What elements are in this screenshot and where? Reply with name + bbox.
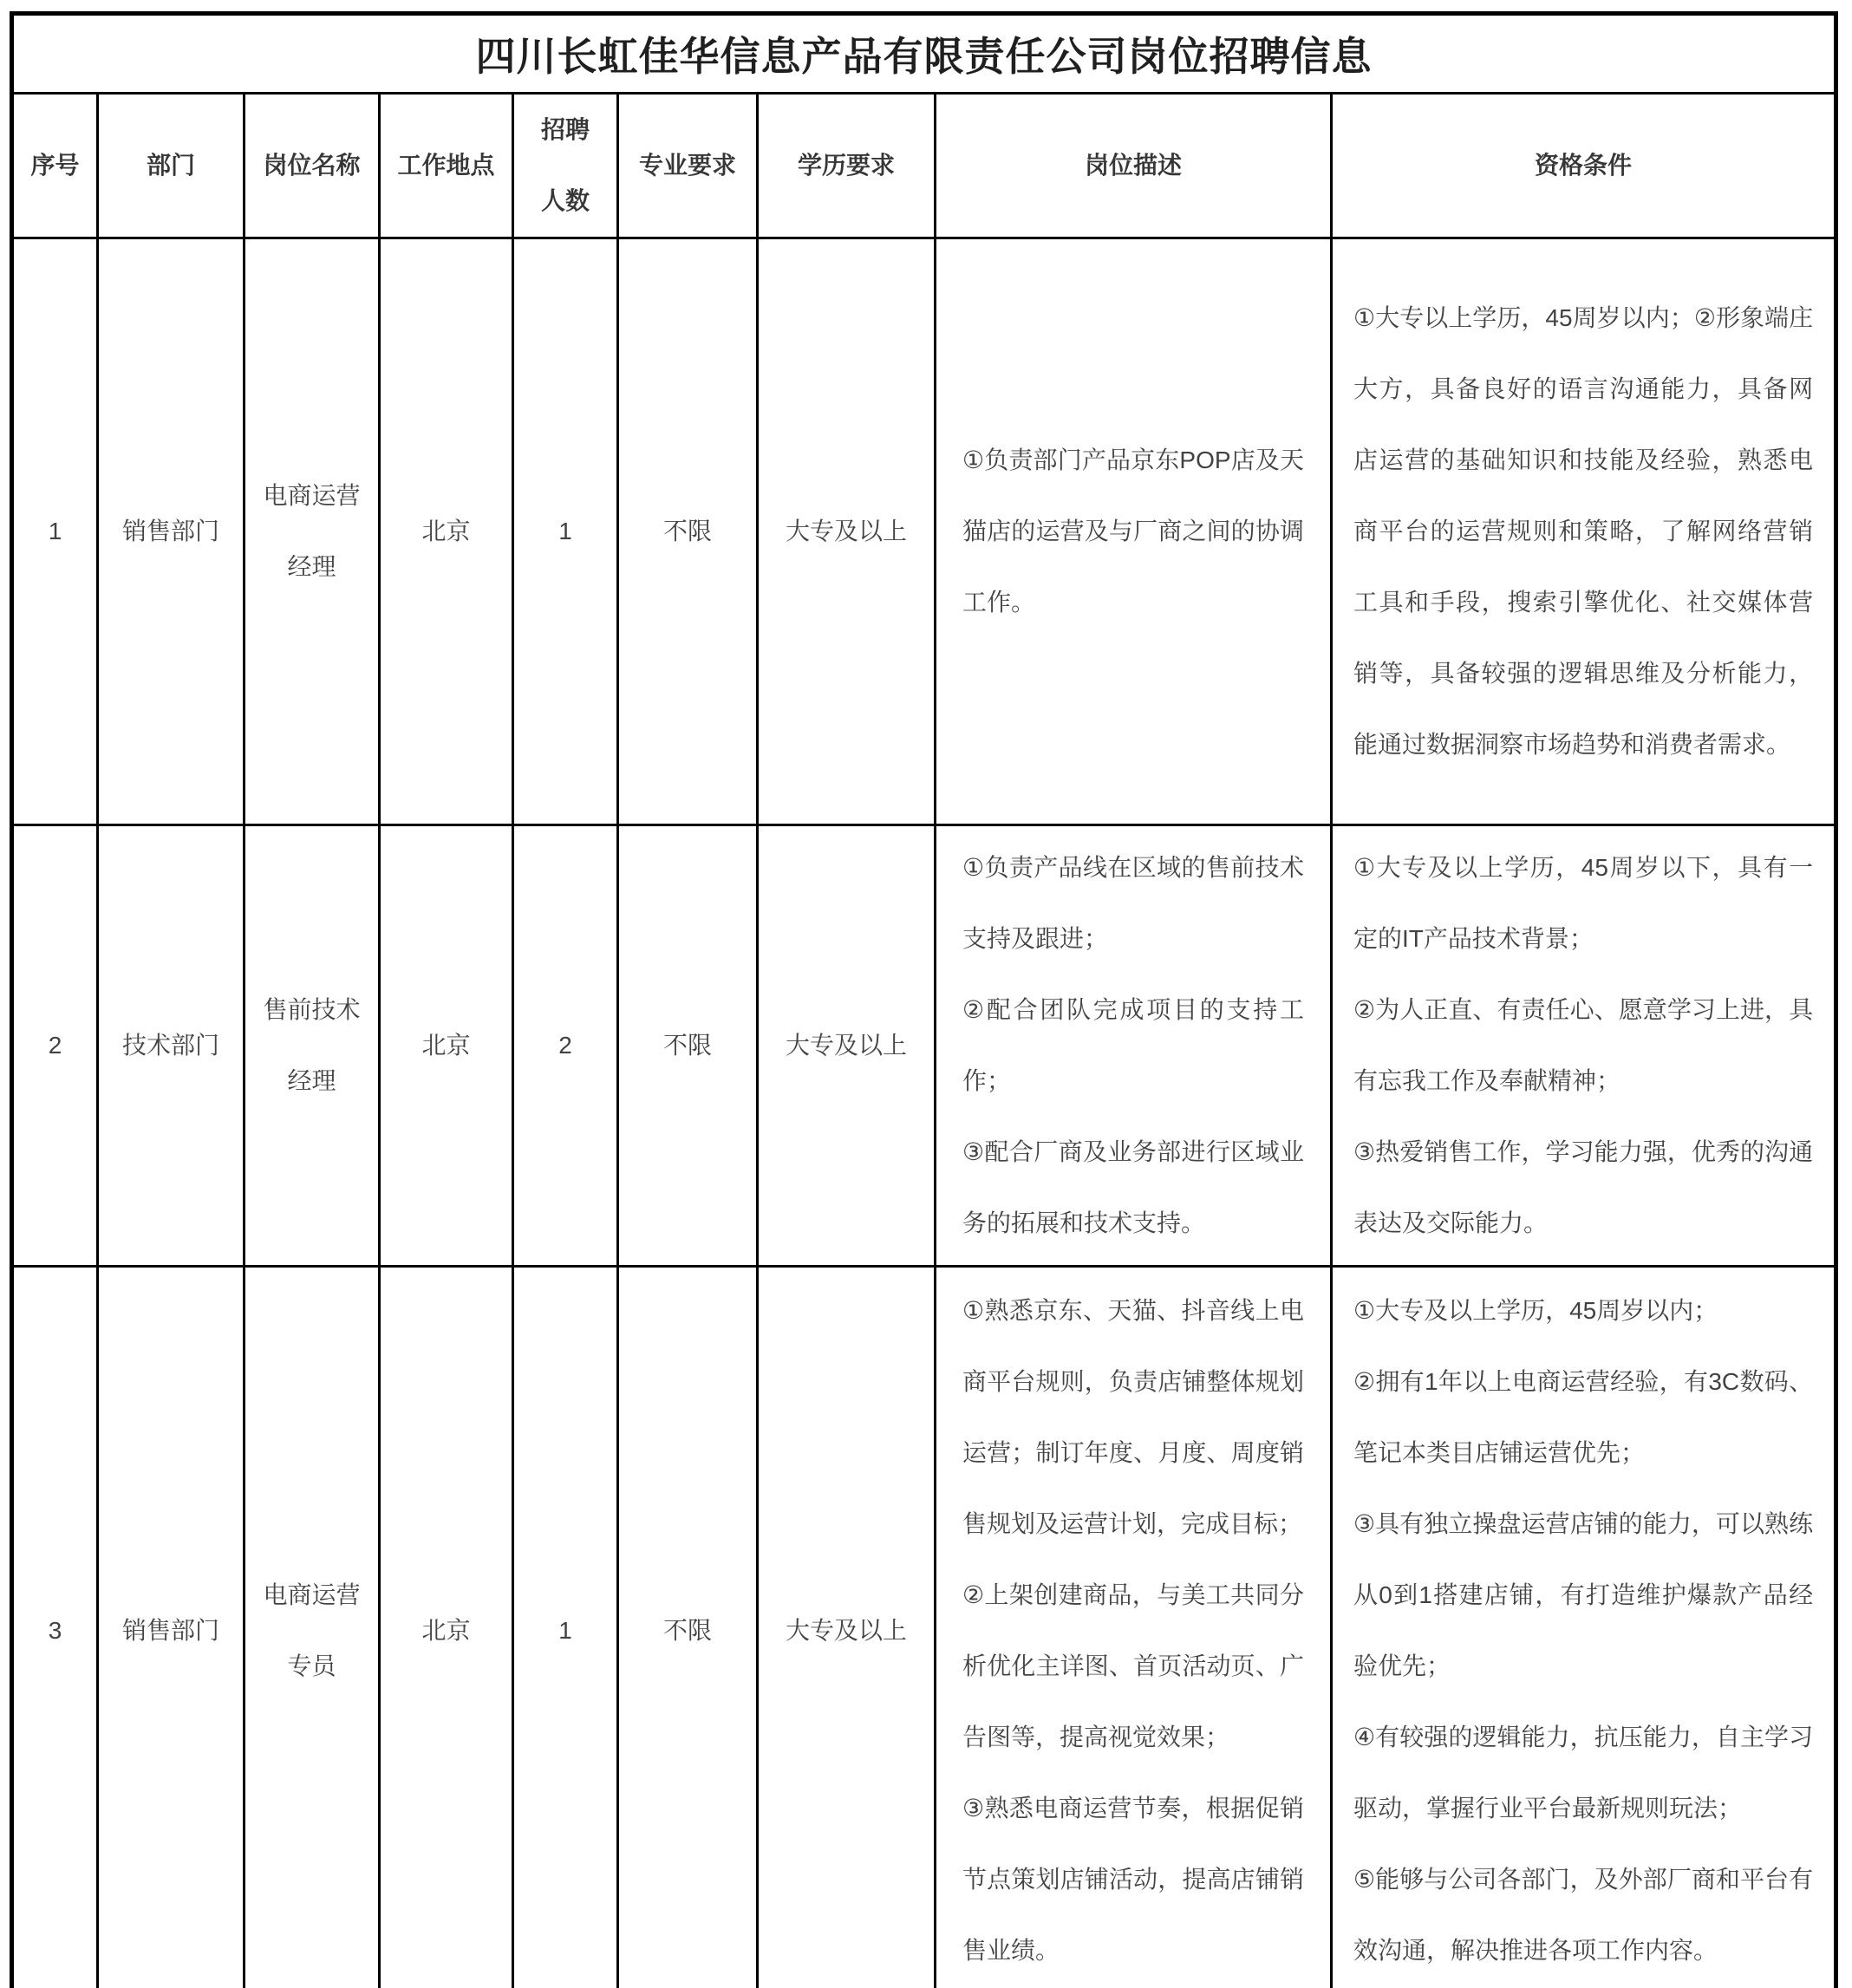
cell-location: 北京 bbox=[380, 1267, 513, 1988]
table-row bbox=[12, 238, 1836, 825]
cell-education: 大专及以上 bbox=[758, 238, 936, 825]
cell-headcount: 1 bbox=[513, 1267, 618, 1988]
cell-major: 不限 bbox=[618, 1267, 758, 1988]
qualification-paragraph: ②为人正直、有责任心、愿意学习上进，具有忘我工作及奉献精神； bbox=[1353, 996, 1814, 1094]
cell-headcount: 1 bbox=[513, 238, 618, 825]
description-paragraph: ①熟悉京东、天猫、抖音线上电商平台规则，负责店铺整体规划运营；制订年度、月度、周度销售规划及运营计划，完成目标； bbox=[962, 1297, 1304, 1537]
qualification-paragraph: ①大专及以上学历，45周岁以内； bbox=[1353, 1297, 1718, 1324]
cell-no: 3 bbox=[12, 1267, 98, 1988]
table-header-row bbox=[12, 94, 1836, 238]
col-header-major: 专业要求 bbox=[618, 94, 758, 238]
table-row bbox=[12, 1267, 1836, 1988]
col-header-education: 学历要求 bbox=[758, 94, 936, 238]
qualification-paragraph: ③热爱销售工作，学习能力强，优秀的沟通表达及交际能力。 bbox=[1353, 1138, 1814, 1236]
cell-department: 销售部门 bbox=[98, 238, 245, 825]
cell-position: 售前技术经理 bbox=[245, 825, 380, 1267]
cell-major: 不限 bbox=[618, 825, 758, 1267]
cell-department: 销售部门 bbox=[98, 1267, 245, 1988]
recruitment-table bbox=[10, 11, 1838, 1988]
description-paragraph: ②配合团队完成项目的支持工作； bbox=[962, 996, 1304, 1094]
col-header-description: 岗位描述 bbox=[936, 94, 1332, 238]
qualification-paragraph: ⑤能够与公司各部门，及外部厂商和平台有效沟通，解决推进各项工作内容。 bbox=[1353, 1866, 1814, 1964]
col-header-no: 序号 bbox=[12, 94, 98, 238]
description-paragraph: ③配合厂商及业务部进行区域业务的拓展和技术支持。 bbox=[962, 1138, 1304, 1236]
cell-location: 北京 bbox=[380, 825, 513, 1267]
cell-headcount: 2 bbox=[513, 825, 618, 1267]
description-paragraph: ③熟悉电商运营节奏，根据促销节点策划店铺活动，提高店铺销售业绩。 bbox=[962, 1795, 1304, 1964]
qualification-paragraph: ①大专及以上学历，45周岁以下，具有一定的IT产品技术背景； bbox=[1353, 854, 1814, 952]
qualification-paragraph: ②拥有1年以上电商运营经验，有3C数码、笔记本类目店铺运营优先； bbox=[1353, 1368, 1814, 1466]
cell-no: 1 bbox=[12, 238, 98, 825]
cell-education: 大专及以上 bbox=[758, 825, 936, 1267]
col-header-headcount: 招聘人数 bbox=[513, 94, 618, 238]
cell-qualifications bbox=[1332, 1267, 1836, 1988]
table-row bbox=[12, 825, 1836, 1267]
col-header-department: 部门 bbox=[98, 94, 245, 238]
cell-major: 不限 bbox=[618, 238, 758, 825]
col-header-qualifications: 资格条件 bbox=[1332, 94, 1836, 238]
qualification-paragraph: ③具有独立操盘运营店铺的能力，可以熟练从0到1搭建店铺，有打造维护爆款产品经验优先； bbox=[1353, 1510, 1814, 1679]
cell-no: 2 bbox=[12, 825, 98, 1267]
description-paragraph: ②上架创建商品，与美工共同分析优化主详图、首页活动页、广告图等，提高视觉效果； bbox=[962, 1581, 1304, 1750]
cell-description bbox=[936, 238, 1332, 825]
cell-description bbox=[936, 1267, 1332, 1988]
cell-qualifications bbox=[1332, 825, 1836, 1267]
cell-position: 电商运营专员 bbox=[245, 1267, 380, 1988]
cell-education: 大专及以上 bbox=[758, 1267, 936, 1988]
cell-position: 电商运营经理 bbox=[245, 238, 380, 825]
description-paragraph: ①负责部门产品京东POP店及天猫店的运营及与厂商之间的协调工作。 bbox=[962, 446, 1304, 616]
cell-qualifications bbox=[1332, 238, 1836, 825]
qualification-paragraph: ①大专以上学历，45周岁以内；②形象端庄大方，具备良好的语言沟通能力，具备网店运营的基础知识和技能及经验，熟悉电商平台的运营规则和策略，了解网络营销工具和手段，搜索引擎优化、社交媒体营销等，具备较强的逻辑思维及分析能力，能通过数据洞察市场趋势和消费者需求。 bbox=[1353, 304, 1814, 758]
cell-location: 北京 bbox=[380, 238, 513, 825]
description-paragraph: ①负责产品线在区域的售前技术支持及跟进； bbox=[962, 854, 1304, 952]
col-header-position: 岗位名称 bbox=[245, 94, 380, 238]
cell-description bbox=[936, 825, 1332, 1267]
qualification-paragraph: ④有较强的逻辑能力，抗压能力，自主学习驱动，掌握行业平台最新规则玩法； bbox=[1353, 1724, 1814, 1822]
title-row bbox=[12, 14, 1836, 94]
page-title: 四川长虹佳华信息产品有限责任公司岗位招聘信息 bbox=[12, 14, 1836, 94]
col-header-location: 工作地点 bbox=[380, 94, 513, 238]
cell-department: 技术部门 bbox=[98, 825, 245, 1267]
